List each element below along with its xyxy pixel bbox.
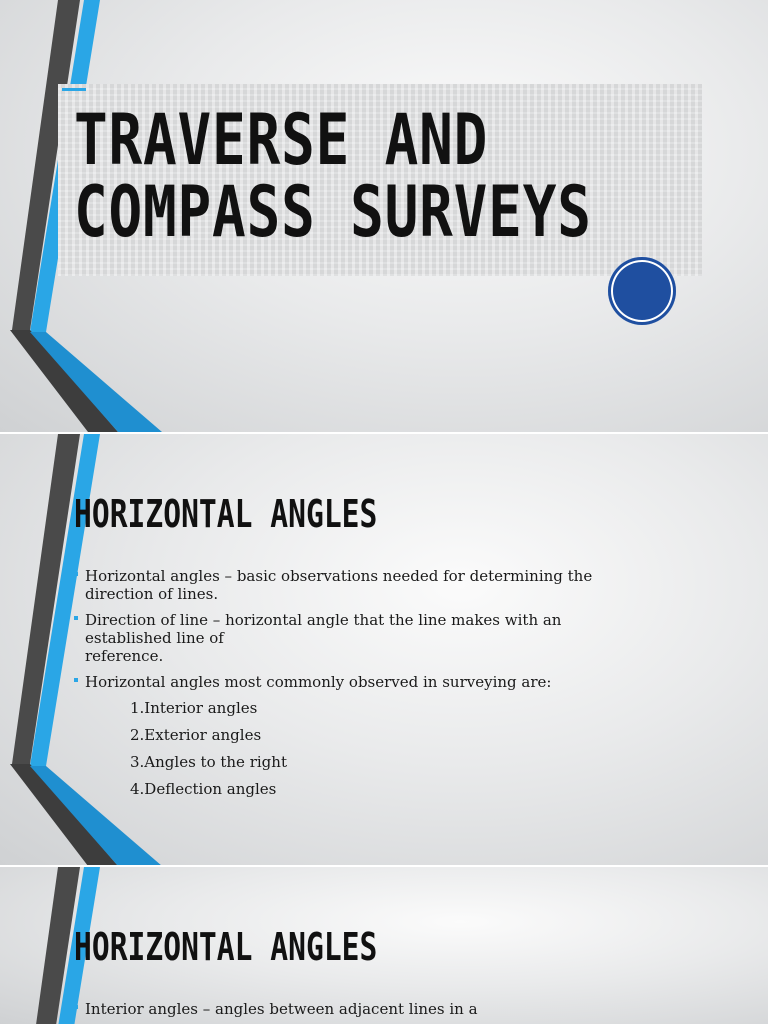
slide-heading: HORIZONTAL ANGLES (74, 925, 378, 969)
bullet-item: Interior angles – angles between adjacent lines in a (85, 1000, 645, 1018)
slide-horizontal-angles-continued (0, 867, 768, 1024)
presentation-title: TRAVERSE AND COMPASS SURVEYS (74, 99, 592, 253)
bullet-item: Horizontal angles – basic observations needed for determining the direction of lines. (85, 567, 645, 603)
slide-title-page (0, 0, 768, 432)
sub-list-item: 2.Exterior angles (130, 726, 262, 744)
title-band-accent (62, 88, 86, 91)
seal-icon (608, 257, 676, 325)
slide-horizontal-angles (0, 434, 768, 865)
sub-list-item: 4.Deflection angles (130, 780, 277, 798)
sub-list-item: 1.Interior angles (130, 699, 258, 717)
bullet-list (85, 1000, 645, 1024)
bullet-list (85, 567, 645, 807)
bullet-item: Horizontal angles most commonly observed in surveying are: (85, 673, 645, 691)
bullet-item: Direction of line – horizontal angle that the line makes with an established line of reference. (85, 611, 645, 665)
slide-heading: HORIZONTAL ANGLES (74, 492, 378, 536)
sub-list-item: 3.Angles to the right (130, 753, 287, 771)
